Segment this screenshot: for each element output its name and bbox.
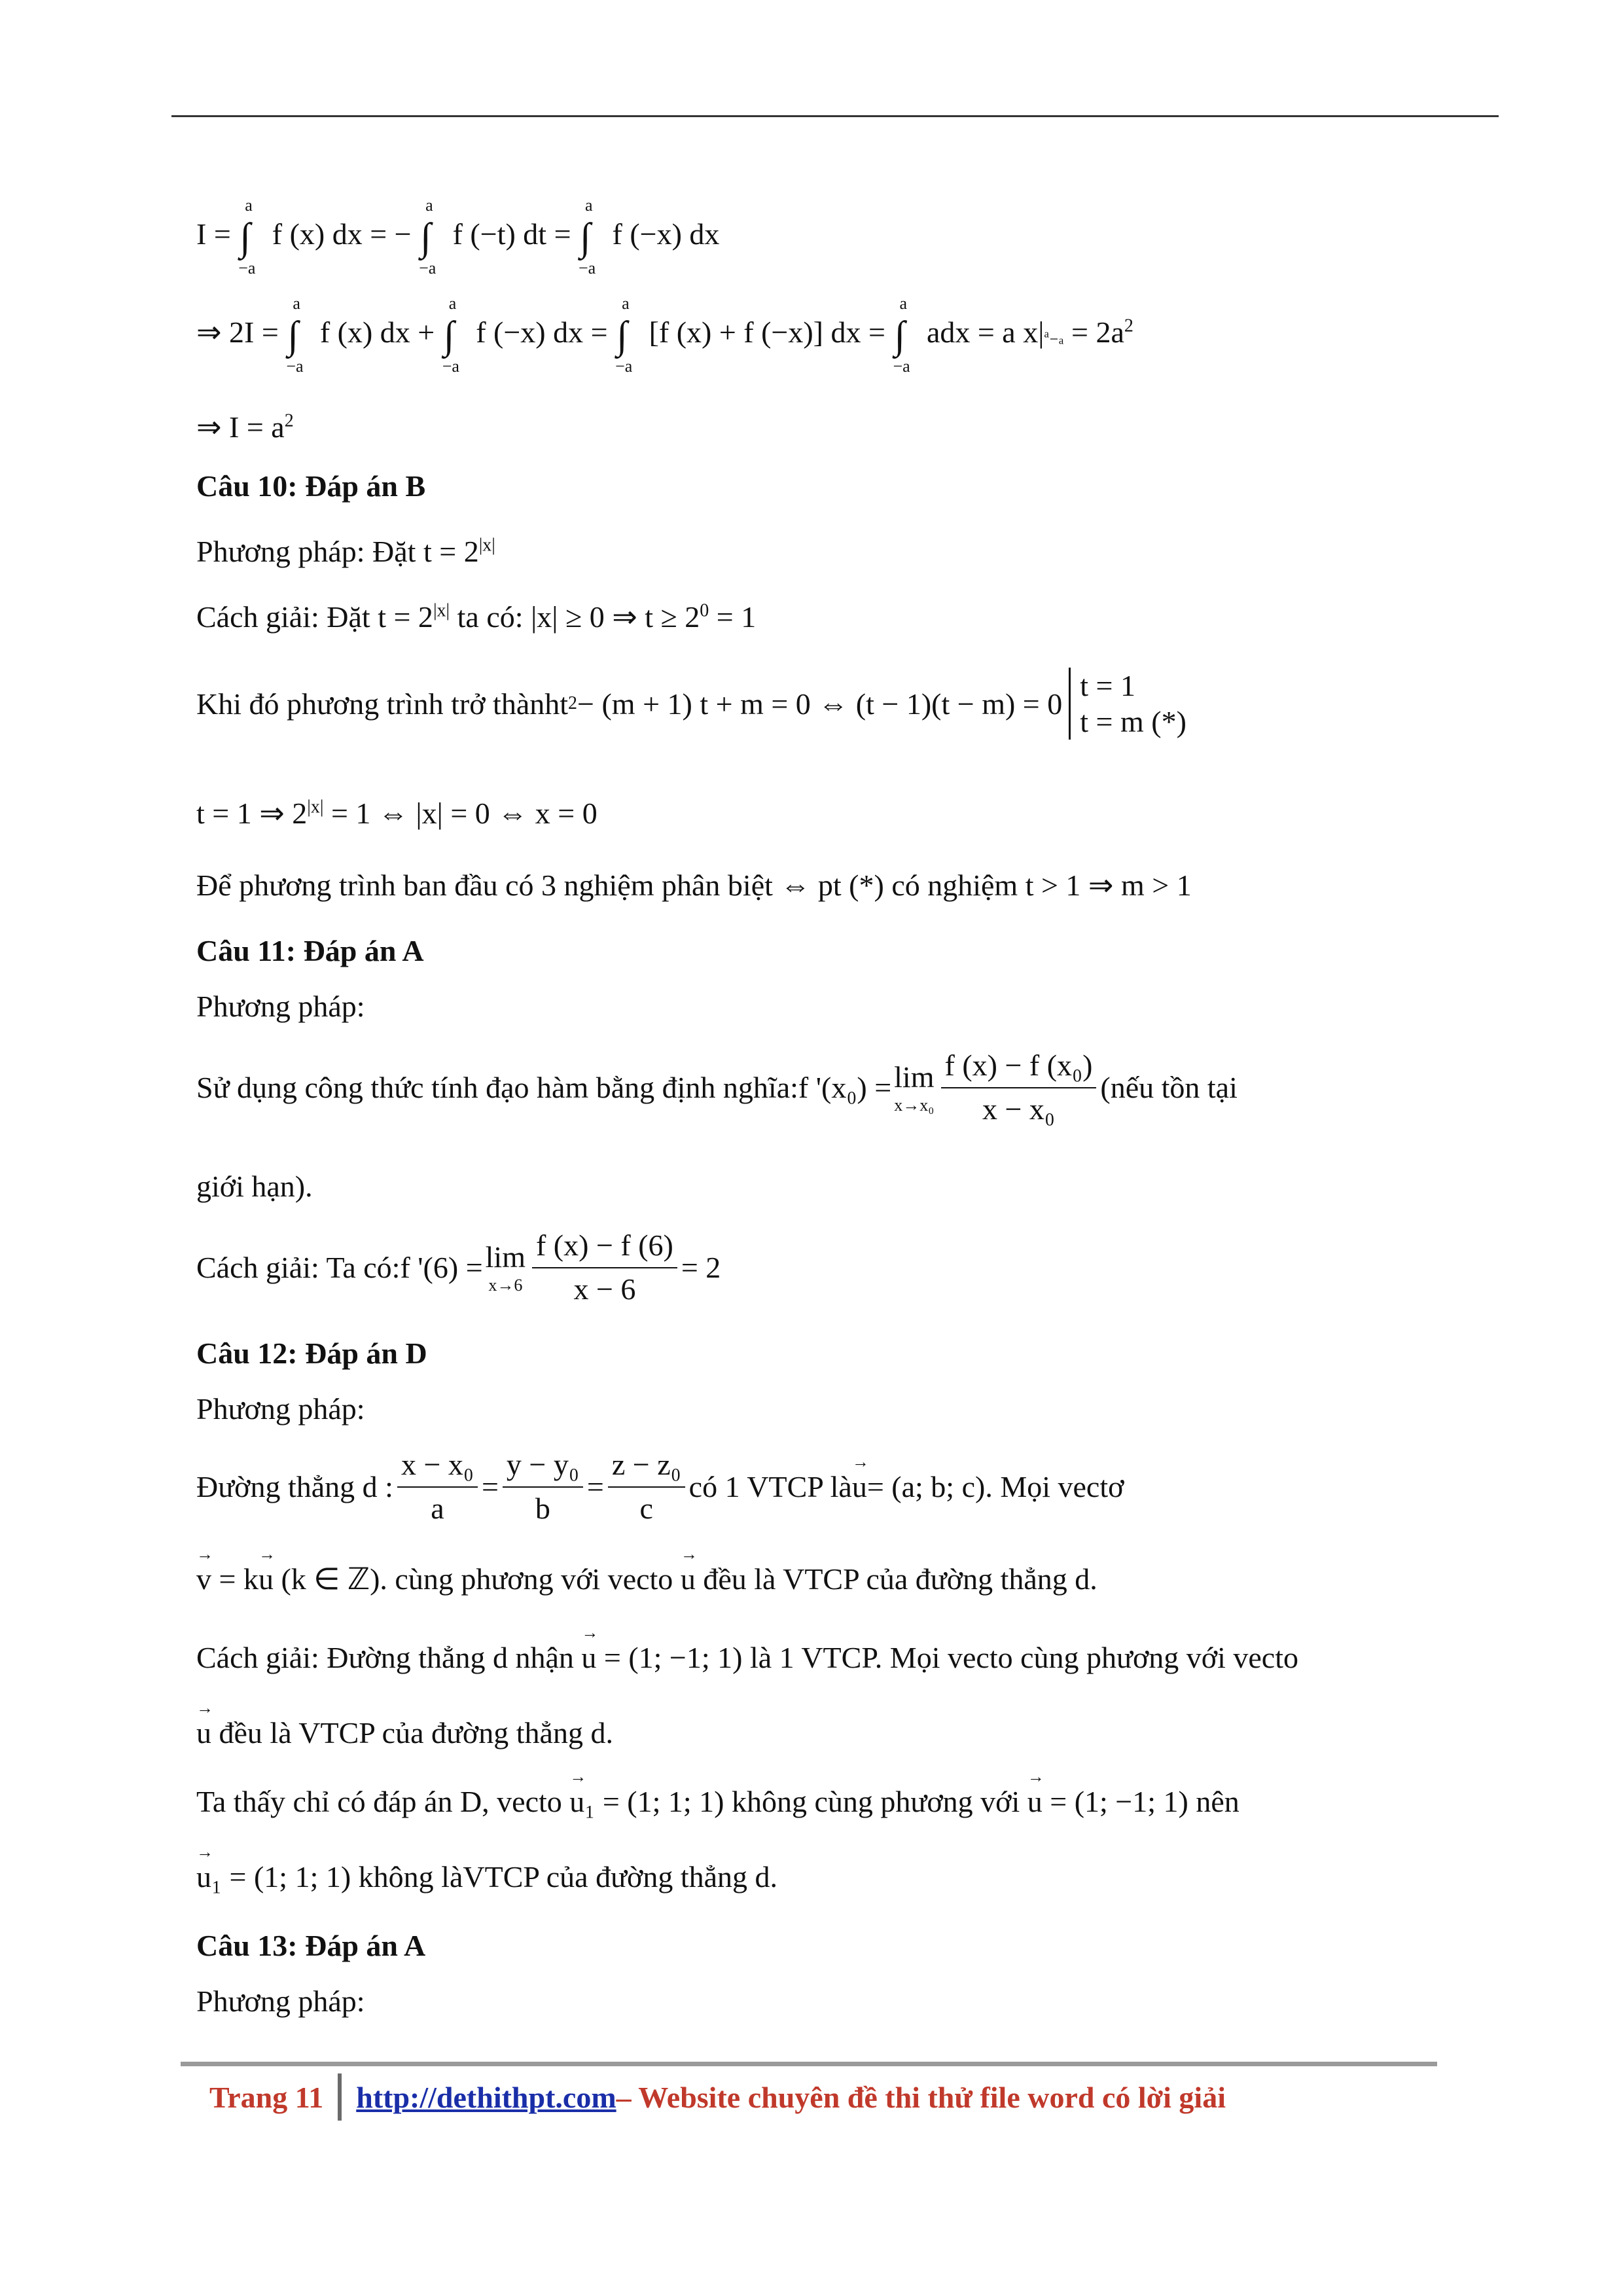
integral-equation-1: I = a ∫ −a f (x) dx = − a ∫ −a f (−t) dt = a ∫ −a f (−x) dx: [196, 196, 720, 278]
q12-line-equation: Đường thẳng d : $\frac{\text{x − x₀}}{a}$ = $\frac{\text{y − y₀}}{b}$ = $\frac{\text{z − z₀}}{c}$ có 1 VTCP là → u = (a; b; c). Mọi vectơ: [196, 1446, 1124, 1526]
q11-solution: Cách giải: Ta có: f '(6) = lim x→6 $\frac{f (x) - f (6)}{x - 6}$ = 2: [196, 1227, 721, 1307]
q11-heading: Câu 11: Đáp án A: [196, 934, 424, 967]
integral-sign: a ∫ −a: [615, 294, 633, 376]
integral-sign: a ∫ −a: [442, 294, 459, 376]
website-tagline: – Website chuyên đề thi thử file word có lời giải: [616, 2080, 1226, 2114]
q12-observation: Ta thấy chỉ có đáp án D, vecto → u₁ = (1; 1; 1) không cùng phương với → u = (1; −1; 1) nên: [196, 1784, 1240, 1820]
page-number: Trang 11: [209, 2080, 324, 2114]
integral-sign: a ∫ −a: [419, 196, 437, 278]
q12-solution-cont: → u đều là VTCP của đường thẳng d.: [196, 1715, 613, 1751]
q12-heading: Câu 12: Đáp án D: [196, 1336, 427, 1370]
q11-definition: Sử dụng công thức tính đạo hàm bằng định nghĩa: f '(x₀) = lim x→x₀ $\frac{\text{f (x) − f (x₀)}}{\text{x − x₀}}$ (nếu tồn tại: [196, 1047, 1238, 1127]
integral-result: ⇒ $I = a^2$: [196, 410, 294, 444]
page-footer: [209, 2073, 1226, 2121]
q12-method: Phương pháp:: [196, 1392, 365, 1426]
q12-collinear: → v = k→ u (k ∈ ℤ). cùng phương với vecto → u đều là VTCP của đường thẳng d.: [196, 1561, 1097, 1597]
q11-method: Phương pháp:: [196, 990, 365, 1023]
q11-definition-cont: giới hạn).: [196, 1170, 313, 1203]
q10-method: Phương pháp: Đặt $t = 2^{|x|}$: [196, 535, 495, 568]
q12-solution: Cách giải: Đường thẳng d nhận → u = (1; −1; 1) là 1 VTCP. Mọi vecto cùng phương với vecto: [196, 1640, 1298, 1676]
q10-conclusion: Để phương trình ban đầu có 3 nghiệm phân biệt ⇔ pt (*) có nghiệm t > 1 ⇒ m > 1: [196, 869, 1192, 902]
integral-sign: a ∫ −a: [286, 294, 304, 376]
q10-transform: Khi đó phương trình trở thành t 2 − (m + 1) t + m = 0 ⇔ (t − 1)(t − m) = 0 t = 1 t = m (*): [196, 668, 1186, 740]
derivative-fraction: $\frac{\text{f (x) − f (x₀)}}{\text{x − x₀}}$: [941, 1047, 1097, 1127]
derivative-fraction: $\frac{f (x) - f (6)}{x - 6}$: [532, 1227, 677, 1307]
footer-rule: [181, 2062, 1437, 2066]
integral-equation-2: ⇒ 2I = a ∫ −a f (x) dx + a ∫ −a f (−x) dx = a ∫ −a [f (x) + f (−x)] dx = a ∫ −a adx = a x|ᵃ₋ₐ = $2a^2$: [196, 294, 1133, 376]
integral-sign: a ∫ −a: [238, 196, 256, 278]
header-rule: [171, 115, 1499, 117]
q10-heading: Câu 10: Đáp án B: [196, 469, 426, 503]
q13-method: Phương pháp:: [196, 1984, 365, 2018]
footer-separator: [338, 2073, 342, 2121]
integral-sign: a ∫ −a: [893, 294, 910, 376]
website-link[interactable]: http://dethithpt.com: [356, 2080, 616, 2114]
q13-heading: Câu 13: Đáp án A: [196, 1929, 426, 1962]
integral-sign: a ∫ −a: [579, 196, 596, 278]
q10-case: t = 1 ⇒ $2^{|x|} = 1$ ⇔ |x| = 0 ⇔ x = 0: [196, 797, 597, 830]
equation-system: t = 1 t = m (*): [1069, 668, 1186, 740]
q12-final: → u₁ = (1; 1; 1) không làVTCP của đường thẳng d.: [196, 1859, 777, 1895]
q10-solution: Cách giải: Đặt $t = 2^{|x|}$ ta có: |x| ≥ 0 ⇒ $t \ge 2^0 = 1$: [196, 600, 757, 634]
